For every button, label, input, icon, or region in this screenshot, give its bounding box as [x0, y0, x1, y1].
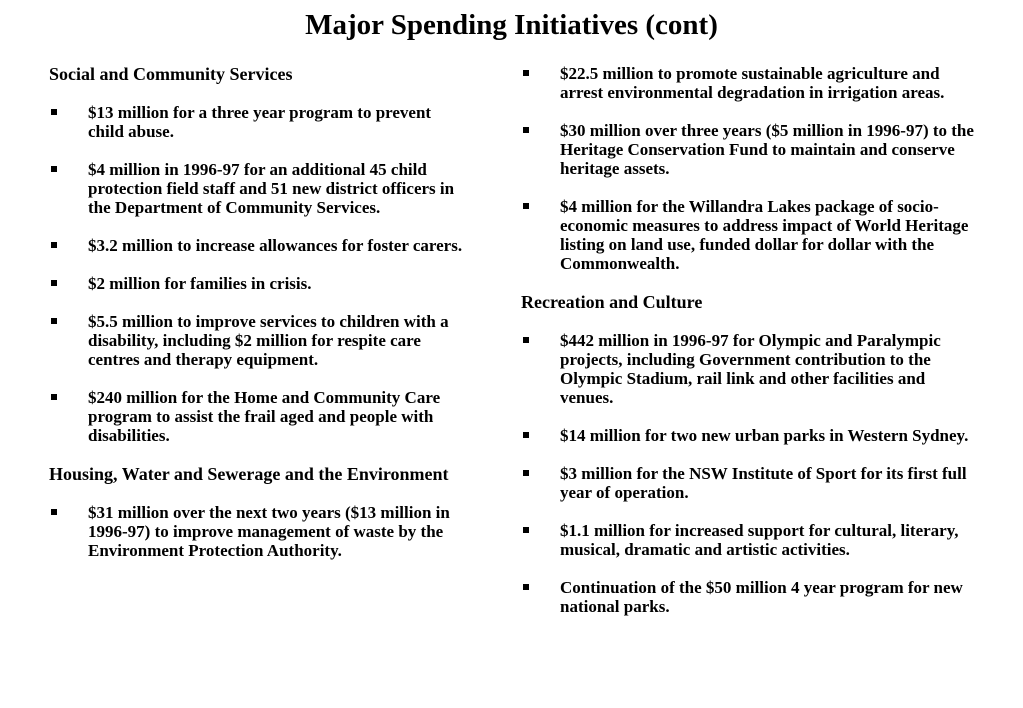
list-item-text: $13 million for a three year program to prevent child abuse.	[88, 103, 432, 141]
right-column	[521, 64, 981, 635]
list-item	[521, 121, 981, 178]
housing-environment-list	[49, 503, 469, 560]
list-item	[49, 236, 469, 255]
list-item	[49, 103, 469, 141]
section-heading-recreation-culture: Recreation and Culture	[521, 292, 703, 312]
list-item	[49, 274, 469, 293]
list-item-text: $31 million over the next two years ($13 million in 1996-97) to improve management of waste by the Environment Protection Authority.	[88, 503, 450, 560]
list-item	[521, 64, 981, 102]
section-heading-housing-environment: Housing, Water and Sewerage and the Environment	[49, 464, 449, 484]
list-item	[49, 503, 469, 560]
environment-continued-list	[521, 64, 981, 273]
square-bullet-icon	[51, 509, 57, 515]
list-item-text: $2 million for families in crisis.	[88, 274, 312, 293]
list-item-text: $4 million in 1996-97 for an additional 45 child protection field staff and 51 new district officers in the Department of Community Services.	[88, 160, 455, 217]
list-item-text: $4 million for the Willandra Lakes package of socio-economic measures to address impact of World Heritage listing on land use, funded dollar for dollar with the Commonwealth.	[560, 197, 969, 273]
list-item	[49, 160, 469, 217]
square-bullet-icon	[51, 109, 57, 115]
list-item	[521, 197, 981, 273]
list-item-text: $1.1 million for increased support for cultural, literary, musical, dramatic and artistic activities.	[560, 521, 959, 559]
recreation-culture-list	[521, 331, 981, 616]
square-bullet-icon	[523, 127, 529, 133]
list-item-text: Continuation of the $50 million 4 year program for new national parks.	[560, 578, 963, 616]
list-item	[521, 426, 981, 445]
list-item-text: $442 million in 1996-97 for Olympic and Paralympic projects, including Government contribution to the Olympic Stadium, rail link and other facilities and venues.	[560, 331, 941, 407]
square-bullet-icon	[523, 203, 529, 209]
page-title: Major Spending Initiatives (cont)	[305, 9, 718, 41]
list-item-text: $3 million for the NSW Institute of Sport for its first full year of operation.	[560, 464, 967, 502]
list-item-text: $14 million for two new urban parks in Western Sydney.	[560, 426, 969, 445]
square-bullet-icon	[523, 527, 529, 533]
list-item	[521, 578, 981, 616]
square-bullet-icon	[523, 70, 529, 76]
square-bullet-icon	[51, 166, 57, 172]
social-community-list	[49, 103, 469, 445]
list-item	[521, 521, 981, 559]
list-item	[521, 331, 981, 407]
list-item-text: $3.2 million to increase allowances for foster carers.	[88, 236, 463, 255]
list-item	[49, 312, 469, 369]
list-item	[49, 388, 469, 445]
square-bullet-icon	[51, 242, 57, 248]
square-bullet-icon	[523, 432, 529, 438]
section-heading-social-community: Social and Community Services	[49, 64, 293, 84]
square-bullet-icon	[523, 470, 529, 476]
list-item-text: $30 million over three years ($5 million in 1996-97) to the Heritage Conservation Fund to maintain and conserve heritage assets.	[560, 121, 974, 178]
list-item-text: $5.5 million to improve services to children with a disability, including $2 million for respite care centres and therapy equipment.	[88, 312, 449, 369]
square-bullet-icon	[523, 584, 529, 590]
square-bullet-icon	[523, 337, 529, 343]
list-item-text: $22.5 million to promote sustainable agriculture and arrest environmental degradation in irrigation areas.	[560, 64, 945, 102]
square-bullet-icon	[51, 318, 57, 324]
square-bullet-icon	[51, 394, 57, 400]
square-bullet-icon	[51, 280, 57, 286]
left-column	[49, 64, 469, 579]
list-item	[521, 464, 981, 502]
list-item-text: $240 million for the Home and Community Care program to assist the frail aged and people with disabilities.	[88, 388, 441, 445]
